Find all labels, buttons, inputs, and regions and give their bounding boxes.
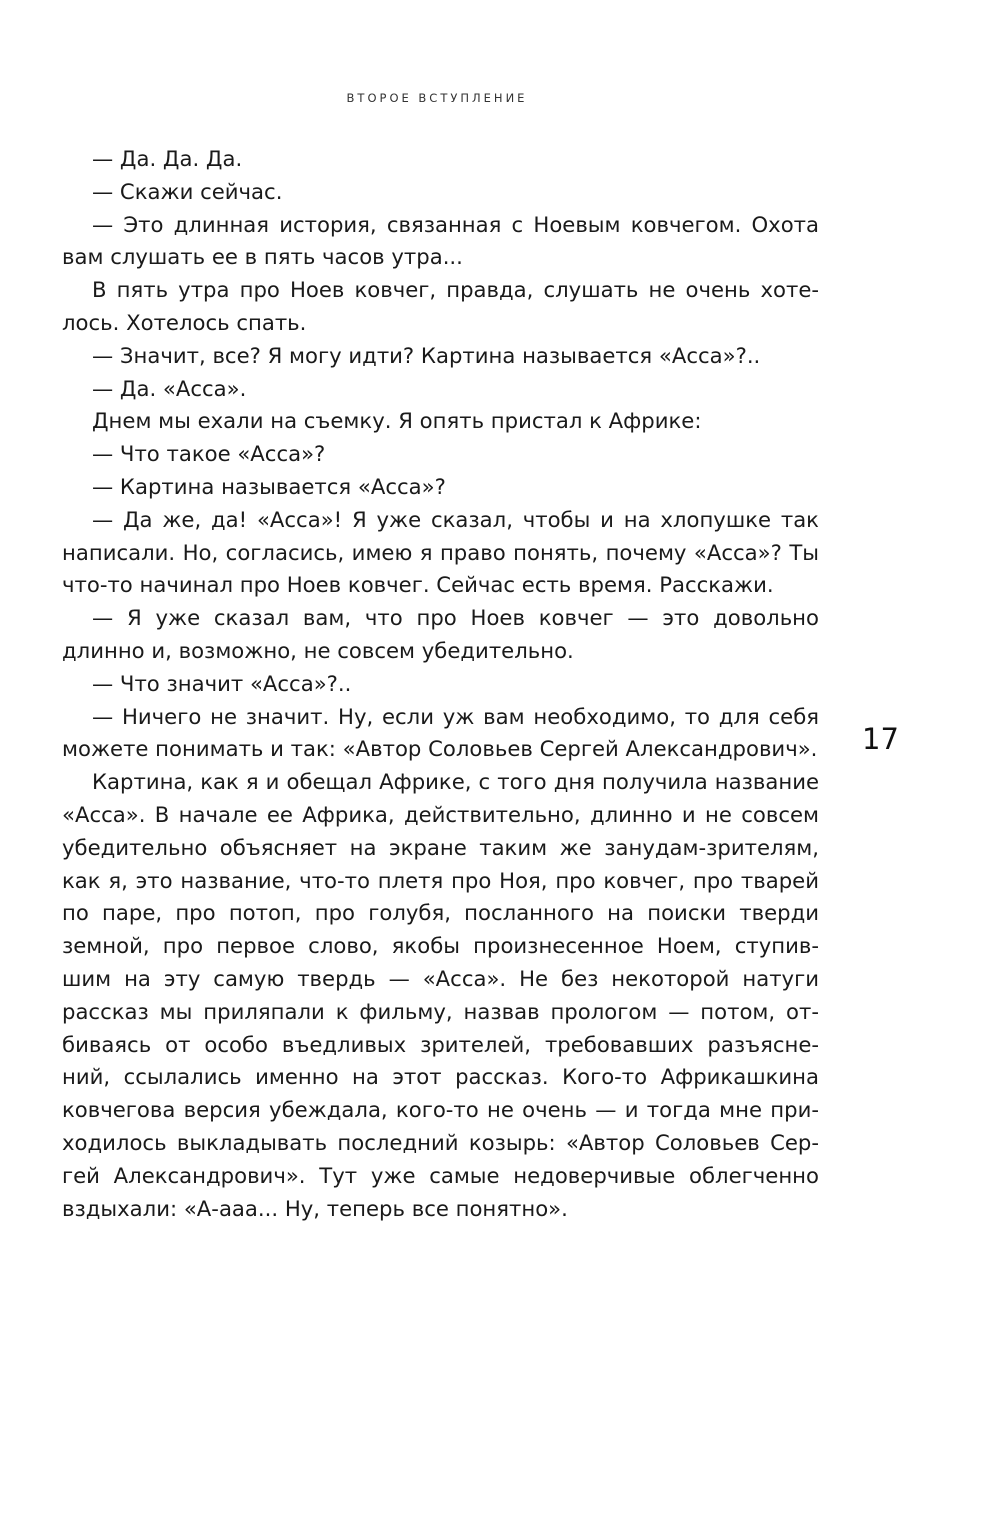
- text-line: длинно и, возможно, не совсем убедительно.: [62, 637, 574, 663]
- text-line: что-то начинал про Ноев ковчег. Сейчас есть время. Расскажи.: [62, 572, 774, 598]
- text-line: Картина, как я и обещал Африке, с того дня получила название: [92, 769, 819, 795]
- text-line: «Асса». В начале ее Африка, действительно, длинно и не совсем: [62, 801, 819, 827]
- text-line: — Это длинная история, связанная с Ноевым ковчегом. Охота: [92, 211, 819, 237]
- text-line: убедительно объясняет на экране таким же занудам-зрителям,: [62, 834, 819, 860]
- text-line: написали. Но, согласись, имею я право понять, почему «Асса»? Ты: [62, 539, 819, 565]
- text-line: — Значит, все? Я могу идти? Картина называется «Асса»?..: [92, 342, 761, 368]
- text-line: — Да. Да. Да.: [92, 146, 243, 171]
- text-line: — Ничего не значит. Ну, если уж вам необходимо, то для себя: [92, 703, 819, 729]
- text-line: вам слушать ее в пять часов утра...: [62, 244, 463, 270]
- body-text: [62, 143, 819, 1225]
- text-line: можете понимать и так: «Автор Соловьев Сергей Александрович».: [62, 736, 818, 762]
- text-line: шим на эту самую твердь — «Асса». Не без некоторой натуги: [62, 965, 819, 991]
- text-line: гей Александрович». Тут уже самые недоверчивые облегченно: [62, 1162, 819, 1188]
- text-line: Днем мы ехали на съемку. Я опять пристал к Африке:: [92, 408, 702, 434]
- running-title: ВТОРОЕ ВСТУПЛЕНИЕ: [346, 91, 528, 105]
- text-line: В пять утра про Ноев ковчег, правда, слушать не очень хоте-: [92, 277, 819, 303]
- page-number: 17: [862, 722, 899, 756]
- text-line: биваясь от особо въедливых зрителей, требовавших разъяснe-: [62, 1031, 819, 1057]
- text-line: рассказ мы приляпали к фильму, назвав прологом — потом, от-: [62, 998, 819, 1024]
- text-line: — Что значит «Асса»?..: [92, 670, 352, 696]
- text-line: — Да. «Асса».: [92, 375, 247, 401]
- text-line: по паре, про потоп, про голубя, посланного на поиски тверди: [62, 900, 819, 926]
- text-line: — Да же, да! «Асса»! Я уже сказал, чтобы и на хлопушке так: [92, 506, 819, 532]
- text-line: вздыхали: «А-ааа... Ну, теперь все понятно».: [62, 1195, 568, 1221]
- text-line: ний, ссылались именно на этот рассказ. Кого-то Африкашкина: [62, 1064, 819, 1090]
- text-line: ковчегова версия убеждала, кого-то не очень — и тогда мне при-: [62, 1097, 819, 1123]
- text-line: лось. Хотелось спать.: [62, 309, 307, 335]
- text-line: земной, про первое слово, якобы произнесенное Ноем, ступив-: [62, 933, 819, 959]
- text-line: — Что такое «Асса»?: [92, 441, 326, 467]
- text-line: ходилось выкладывать последний козырь: «Автор Соловьев Сер-: [62, 1129, 819, 1155]
- text-line: — Картина называется «Асса»?: [92, 473, 446, 499]
- text-line: как я, это название, что-то плетя про Ноя, про ковчег, про тварей: [62, 867, 819, 893]
- text-line: — Скажи сейчас.: [92, 178, 283, 204]
- text-line: — Я уже сказал вам, что про Ноев ковчег — это довольно: [92, 605, 819, 631]
